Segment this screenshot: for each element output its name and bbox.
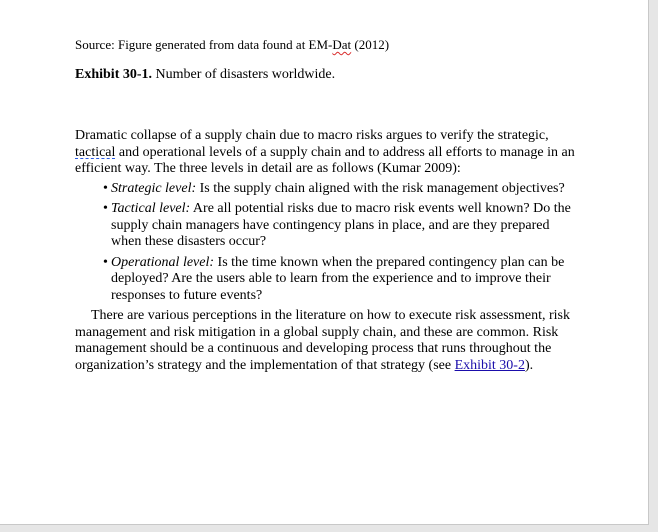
paragraph-text: and operational levels of a supply chain and to address all efforts to manage in an efficient way. The three levels in detail are as follows (Kumar 2009): [75,144,575,176]
spelling-flagged-word[interactable]: Dat [332,37,352,52]
bullet-icon: • [103,201,108,216]
figure-source-line [75,36,580,53]
bullet-icon: • [103,180,108,196]
list-item-operational [103,254,580,305]
source-text: Source: Figure generated from data found at EM- [75,37,333,52]
source-year: (2012) [351,37,390,52]
exhibit-label: Exhibit 30-1. [75,67,153,82]
paragraph-text: Dramatic collapse of a supply chain due to macro risks argues to verify the strategic, [75,128,549,143]
paragraph-risk-management [75,308,580,374]
list-item-term: Tactical level: [111,201,191,216]
bullet-icon: • [103,254,108,270]
list-item-text: Is the time known when the prepared contingency plan can be deployed? Are the users able to learn from the experience and to improve their responses to future events? [111,254,565,303]
list-item-text: Is the supply chain aligned with the risk management objectives? [196,180,565,196]
levels-list [75,181,580,305]
paragraph-text: There are various perceptions in the literature on how to execute risk assessment, risk management and risk mitigation in a global supply chain, and these are common. Risk management should be a continuous and developing process that runs throughout the organization’s strategy and the implementation of that strategy (see [75,308,570,373]
list-item-term: Strategic level: [111,180,197,196]
exhibit-caption [75,66,580,84]
grammar-flagged-word[interactable]: tactical [75,144,116,160]
list-item-strategic [103,180,580,198]
list-item-term: Operational level: [111,254,215,270]
paragraph-intro [75,128,580,178]
paragraph-end: ). [524,357,534,373]
document-body [75,36,580,374]
list-item-text: Are all potential risks due to macro risk events well known? Do the supply chain managers have contingency plans in place, and are they prepared when these disasters occur? [111,201,571,249]
exhibit-title: Number of disasters worldwide. [152,67,336,82]
list-item-tactical [103,201,580,251]
exhibit-cross-reference-link[interactable]: Exhibit 30-2 [454,357,525,373]
